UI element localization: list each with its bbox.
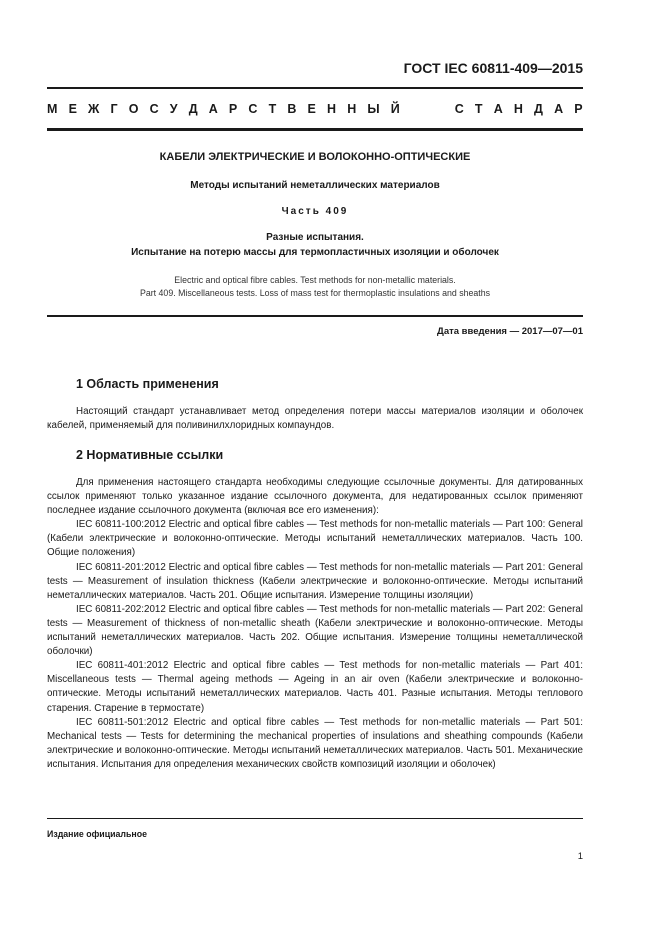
title-rule — [47, 315, 583, 317]
interstate-rule — [47, 128, 583, 131]
references-intro: Для применения настоящего стандарта необходимы следующие ссылочные документы. Для датированных ссылок применяют только указанное издание ссылочного документа, для недатированных ссылок применяют последнее издание ссылочного документа (включая все его изменения): — [47, 477, 583, 517]
section-1-heading: 1 Область применения — [76, 377, 219, 391]
section-2-text — [47, 476, 583, 772]
page-number: 1 — [577, 851, 583, 862]
title-english-2: Part 409. Miscellaneous tests. Loss of mass test for thermoplastic insulations and sheaths — [139, 288, 491, 298]
footer-rule — [47, 818, 583, 819]
reference-item: IEC 60811-201:2012 Electric and optical fibre cables — Test methods for non-metallic materials — Part 201: General tests — Measurement of insulation thickness (Кабели электрические и волоконно-оптические. Методы испытаний неметаллических материалов. Часть 201. Общие испытания. Измерение толщины изоляции) — [47, 561, 583, 601]
reference-item: IEC 60811-401:2012 Electric and optical fibre cables — Test methods for non-metallic materials — Part 401: Miscellaneous tests — Thermal ageing methods — Ageing in an air oven (Кабели электрические и волоконно-оптические. Методы испытаний неметаллических материалов. Часть 401. Разные испытания. Методы теплового старения. Старение в термостате) — [47, 660, 583, 714]
top-rule — [47, 87, 583, 89]
introduction-date: Дата введения — 2017—07—01 — [437, 326, 583, 337]
title-part: Часть 409 — [281, 206, 349, 217]
title-english-1: Electric and optical fibre cables. Test methods for non-metallic materials. — [174, 275, 456, 285]
title-subtitle-2: Испытание на потерю массы для термопластичных изоляции и оболочек — [131, 247, 499, 258]
section-2-heading: 2 Нормативные ссылки — [76, 448, 224, 462]
interstate-standard-label: М Е Ж Г О С У Д А Р С Т В Е Н Н Ы Й С Т А Н Д А Р — [47, 102, 583, 116]
title-methods: Методы испытаний неметаллических материалов — [190, 180, 440, 191]
official-edition-label: Издание официальное — [47, 829, 147, 839]
title-main: КАБЕЛИ ЭЛЕКТРИЧЕСКИЕ И ВОЛОКОННО-ОПТИЧЕСКИЕ — [159, 151, 471, 163]
title-subtitle-1: Разные испытания. — [266, 232, 364, 243]
reference-item: IEC 60811-100:2012 Electric and optical fibre cables — Test methods for non-metallic materials — Part 100: General (Кабели электрические и волоконно-оптические. Методы испытаний неметаллических материалов. Часть 100. Общие положения) — [47, 519, 583, 559]
reference-item: IEC 60811-501:2012 Electric and optical fibre cables — Test methods for non-metallic materials — Part 501: Mechanical tests — Tests for determining the mechanical properties of insulations and sheathing compounds (Кабели электрические и волоконно-оптические. Методы испытаний неметаллических материалов. Часть 501. Механические испытания. Испытания для определения механических свойств композиций изоляции и оболочек) — [47, 716, 583, 770]
section-1-text — [47, 405, 583, 433]
scope-paragraph: Настоящий стандарт устанавливает метод определения потери массы материалов изоляции и оболочек кабелей, применяемый для поливинилхлоридных компаундов. — [47, 406, 583, 432]
document-code: ГОСТ IEC 60811-409—2015 — [403, 60, 583, 76]
reference-item: IEC 60811-202:2012 Electric and optical fibre cables — Test methods for non-metallic materials — Part 202: General tests — Measurement of thickness of non-metallic sheath (Кабели электрические и волоконно-оптические. Методы испытаний неметаллических материалов. Часть 202. Общие испытания. Измерение толщины неметаллической оболочки) — [47, 603, 583, 658]
